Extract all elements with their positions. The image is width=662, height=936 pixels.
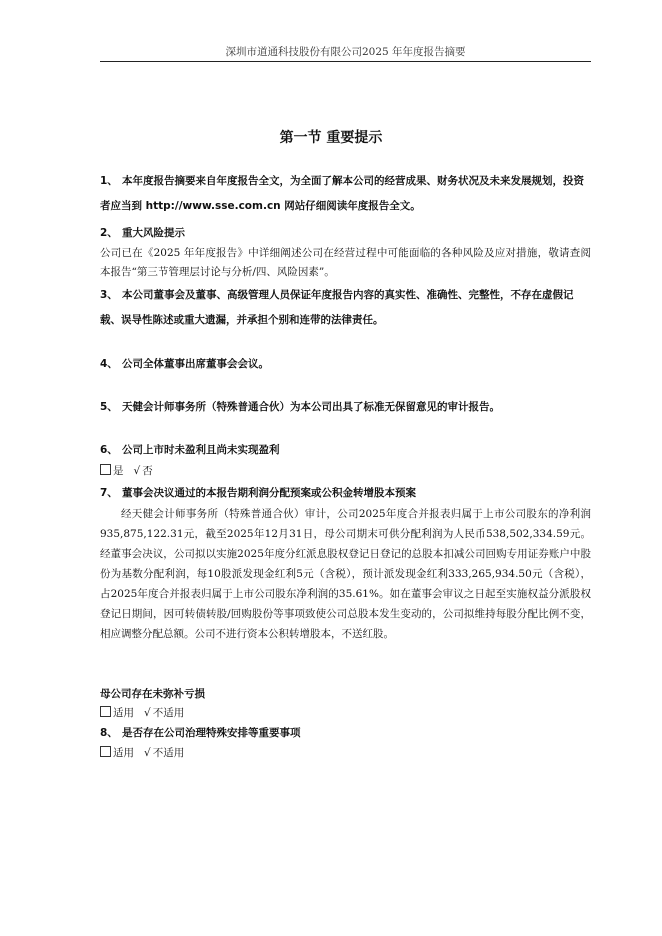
item-5-number: 5、 [100, 401, 118, 413]
section-title: 第一节 重要提示 [279, 130, 383, 146]
item-2-number: 2、 [100, 227, 118, 239]
option-applicable-label: 适用 [113, 747, 134, 759]
loss-title: 母公司存在未弥补亏损 [100, 688, 205, 700]
check-mark-icon: √ [144, 747, 151, 759]
item-8-options [100, 744, 591, 762]
option-not-applicable-label: 不适用 [152, 707, 185, 719]
item-2-title: 重大风险提示 [122, 227, 185, 239]
loss-options [100, 704, 591, 722]
item-1-number: 1、 [100, 175, 118, 187]
page-header: 深圳市道通科技股份有限公司2025 年年度报告摘要 [225, 46, 466, 58]
item-4-number: 4、 [100, 358, 118, 370]
checkbox-yes [100, 464, 111, 475]
item-4-text: 公司全体董事出席董事会会议。 [122, 358, 269, 370]
item-3 [100, 283, 591, 333]
option-not-applicable-label: 不适用 [152, 747, 185, 759]
item-7 [100, 482, 591, 644]
item-2-body: 公司已在《2025 年年度报告》中详细阐述公司在经营过程中可能面临的各种风险及应对措施，敬请查阅本报告“第三节管理层讨论与分析/四、风险因素”。 [100, 247, 591, 278]
item-8 [100, 722, 591, 762]
check-mark-icon: √ [133, 465, 141, 477]
item-4 [100, 352, 591, 377]
header-divider [100, 61, 591, 62]
checkbox-applicable [100, 746, 111, 757]
item-7-title: 董事会决议通过的本报告期利润分配预案或公积金转增股本预案 [122, 487, 416, 499]
checkbox-applicable [100, 706, 111, 717]
item-7-number: 7、 [100, 487, 118, 499]
loss-section [100, 684, 591, 722]
item-6-number: 6、 [100, 444, 118, 456]
item-3-number: 3、 [100, 289, 118, 301]
item-6 [100, 438, 591, 480]
option-no-label: 否 [142, 465, 153, 477]
item-5 [100, 395, 591, 420]
item-8-number: 8、 [100, 727, 118, 739]
option-applicable-label: 适用 [113, 707, 134, 719]
item-8-title: 是否存在公司治理特殊安排等重要事项 [122, 727, 301, 739]
check-mark-icon: √ [144, 707, 151, 719]
item-3-text: 本公司董事会及董事、高级管理人员保证年度报告内容的真实性、准确性、完整性，不存在虚假记载、误导性陈述或重大遗漏，并承担个别和连带的法律责任。 [100, 289, 574, 326]
item-2 [100, 222, 591, 282]
option-yes-label: 是 [113, 465, 124, 477]
item-5-text: 天健会计师事务所（特殊普通合伙）为本公司出具了标准无保留意见的审计报告。 [122, 401, 500, 413]
item-6-title: 公司上市时未盈利且尚未实现盈利 [122, 444, 280, 456]
item-7-body: 经天健会计师事务所（特殊普通合伙）审计，公司2025年度合并报表归属于上市公司股东的净利润935,875,122.31元，截至2025年12月31日，母公司期末可供分配利润为人民币538,502,334.59元。经董事会决议，公司拟以实施2025年度分红派息股权登记日登记的总股本扣减公司回购专用证券账户中股份为基数分配利润，每10股派发现金红利5元（含税），预计派发现金红利333,265,934.50元（含税），占2025年度合并报表归属于上市公司股东净利润的35.61%。如在董事会审议之日起至实施权益分派股权登记日期间，因可转债转股/回购股份等事项致使公司总股本发生变动的，公司拟维持每股分配比例不变，相应调整分配总额。公司不进行资本公积转增股本，不送红股。 [100, 508, 591, 640]
item-6-options [100, 462, 591, 480]
item-1-text: 本年度报告摘要来自年度报告全文，为全面了解本公司的经营成果、财务状况及未来发展规划，投资者应当到 http://www.sse.com.cn 网站仔细阅读年度报告全文。 [100, 175, 584, 212]
item-1 [100, 169, 591, 219]
